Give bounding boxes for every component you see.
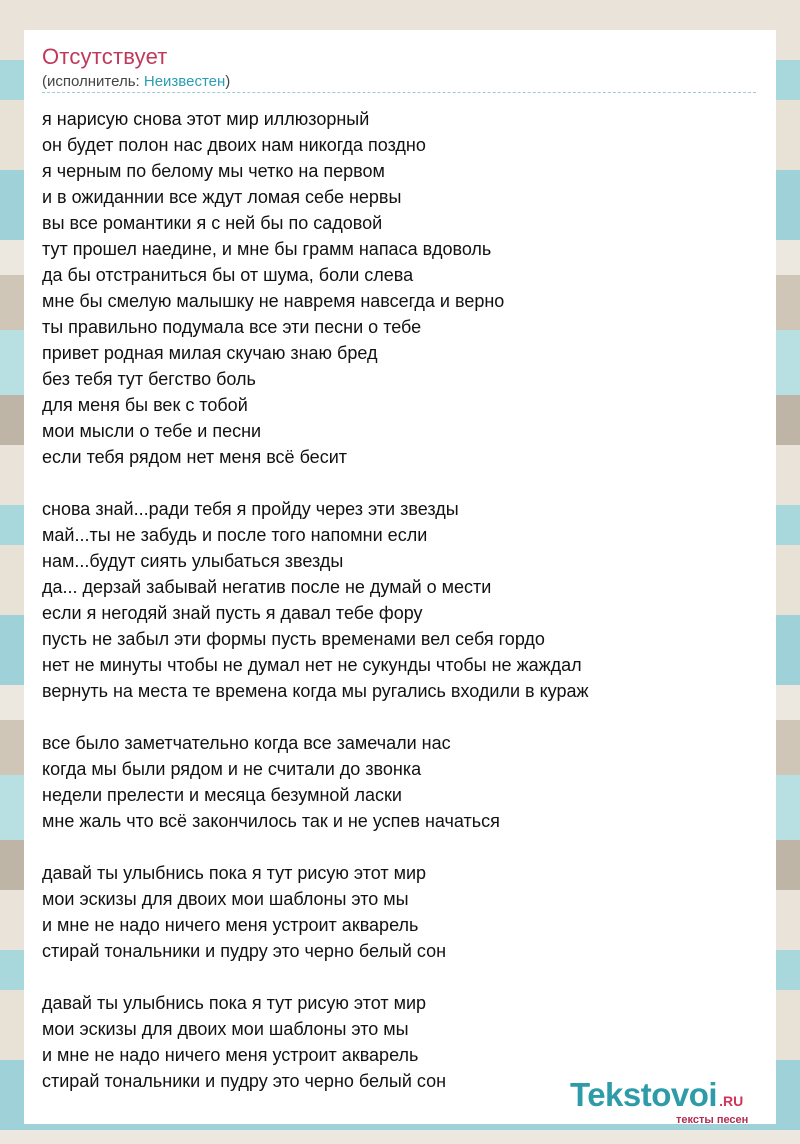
lyric-line: все было заметчательно когда все замечали нас — [42, 733, 451, 753]
lyric-line: давай ты улыбнись пока я тут рисую этот мир — [42, 993, 427, 1013]
lyrics-body — [42, 106, 756, 1094]
header-divider — [42, 92, 756, 93]
site-logo[interactable] — [570, 1076, 749, 1126]
artist-prefix: (исполнитель: — [42, 73, 144, 90]
lyric-line: пусть не забыл эти формы пусть временами вел себя гордо — [42, 629, 545, 649]
lyric-line: если я негодяй знай пусть я давал тебе фору — [42, 603, 423, 623]
lyric-line: мои эскизы для двоих мои шаблоны это мы — [42, 889, 409, 909]
lyric-line: и в ожиданнии все ждут ломая себе нервы — [42, 187, 402, 207]
lyric-line: я нарисую снова этот мир иллюзорный — [42, 109, 370, 129]
artist-suffix: ) — [225, 73, 231, 90]
stanza-gap — [42, 704, 756, 730]
lyric-line: мои мысли о тебе и песни — [42, 421, 262, 441]
lyric-line: ты правильно подумала все эти песни о тебе — [42, 317, 422, 337]
lyric-line: да... дерзай забывай негатив после не думай о мести — [42, 577, 492, 597]
lyric-line: для меня бы век с тобой — [42, 395, 248, 415]
stanza-gap — [42, 964, 756, 990]
lyric-line: нет не минуты чтобы не думал нет не сукунды чтобы не жаждал — [42, 655, 582, 675]
lyric-line: и мне не надо ничего меня устроит акварель — [42, 1045, 419, 1065]
artist-line — [42, 73, 230, 90]
stanza-gap — [42, 470, 756, 496]
logo-brand: Tekstovoi — [570, 1076, 718, 1113]
lyric-line: снова знай...ради тебя я пройду через эти звезды — [42, 499, 459, 519]
lyric-line: когда мы были рядом и не считали до звонка — [42, 759, 422, 779]
artist-link[interactable]: Неизвестен — [143, 73, 226, 90]
lyric-line: он будет полон нас двоих нам никогда поздно — [42, 135, 426, 155]
lyric-line: и мне не надо ничего меня устроит акварель — [42, 915, 419, 935]
lyric-line: стирай тональники и пудру это черно белый сон — [42, 941, 447, 961]
lyric-line: нам...будут сиять улыбаться звезды — [42, 551, 344, 571]
lyric-line: мне жаль что всё закончилось так и не успев начаться — [42, 811, 500, 831]
logo-tld: .RU — [719, 1093, 744, 1109]
logo-tagline: тексты песен — [676, 1114, 749, 1126]
lyric-line: мне бы смелую малышку не навремя навсегда и верно — [42, 291, 505, 311]
lyric-line: вы все романтики я с ней бы по садовой — [42, 213, 383, 233]
lyric-line: без тебя тут бегство боль — [42, 369, 256, 389]
song-title: Отсутствует — [42, 44, 168, 69]
lyric-line: мои эскизы для двоих мои шаблоны это мы — [42, 1019, 409, 1039]
lyric-line: я черным по белому мы четко на первом — [42, 161, 385, 181]
lyrics-card — [24, 30, 776, 1124]
lyric-line: стирай тональники и пудру это черно белый сон — [42, 1071, 447, 1091]
lyric-line: привет родная милая скучаю знаю бред — [42, 343, 378, 363]
lyric-line: да бы отстраниться бы от шума, боли слева — [42, 265, 414, 285]
stanza-gap — [42, 834, 756, 860]
lyric-line: май...ты не забудь и после того напомни если — [42, 525, 428, 545]
lyric-line: давай ты улыбнись пока я тут рисую этот мир — [42, 863, 427, 883]
lyric-line: тут прошел наедине, и мне бы грамм напаса вдоволь — [42, 239, 492, 259]
lyric-line: недели прелести и месяца безумной ласки — [42, 785, 402, 805]
lyric-line: вернуть на места те времена когда мы ругались входили в кураж — [42, 681, 589, 701]
lyric-line: если тебя рядом нет меня всё бесит — [42, 447, 347, 467]
